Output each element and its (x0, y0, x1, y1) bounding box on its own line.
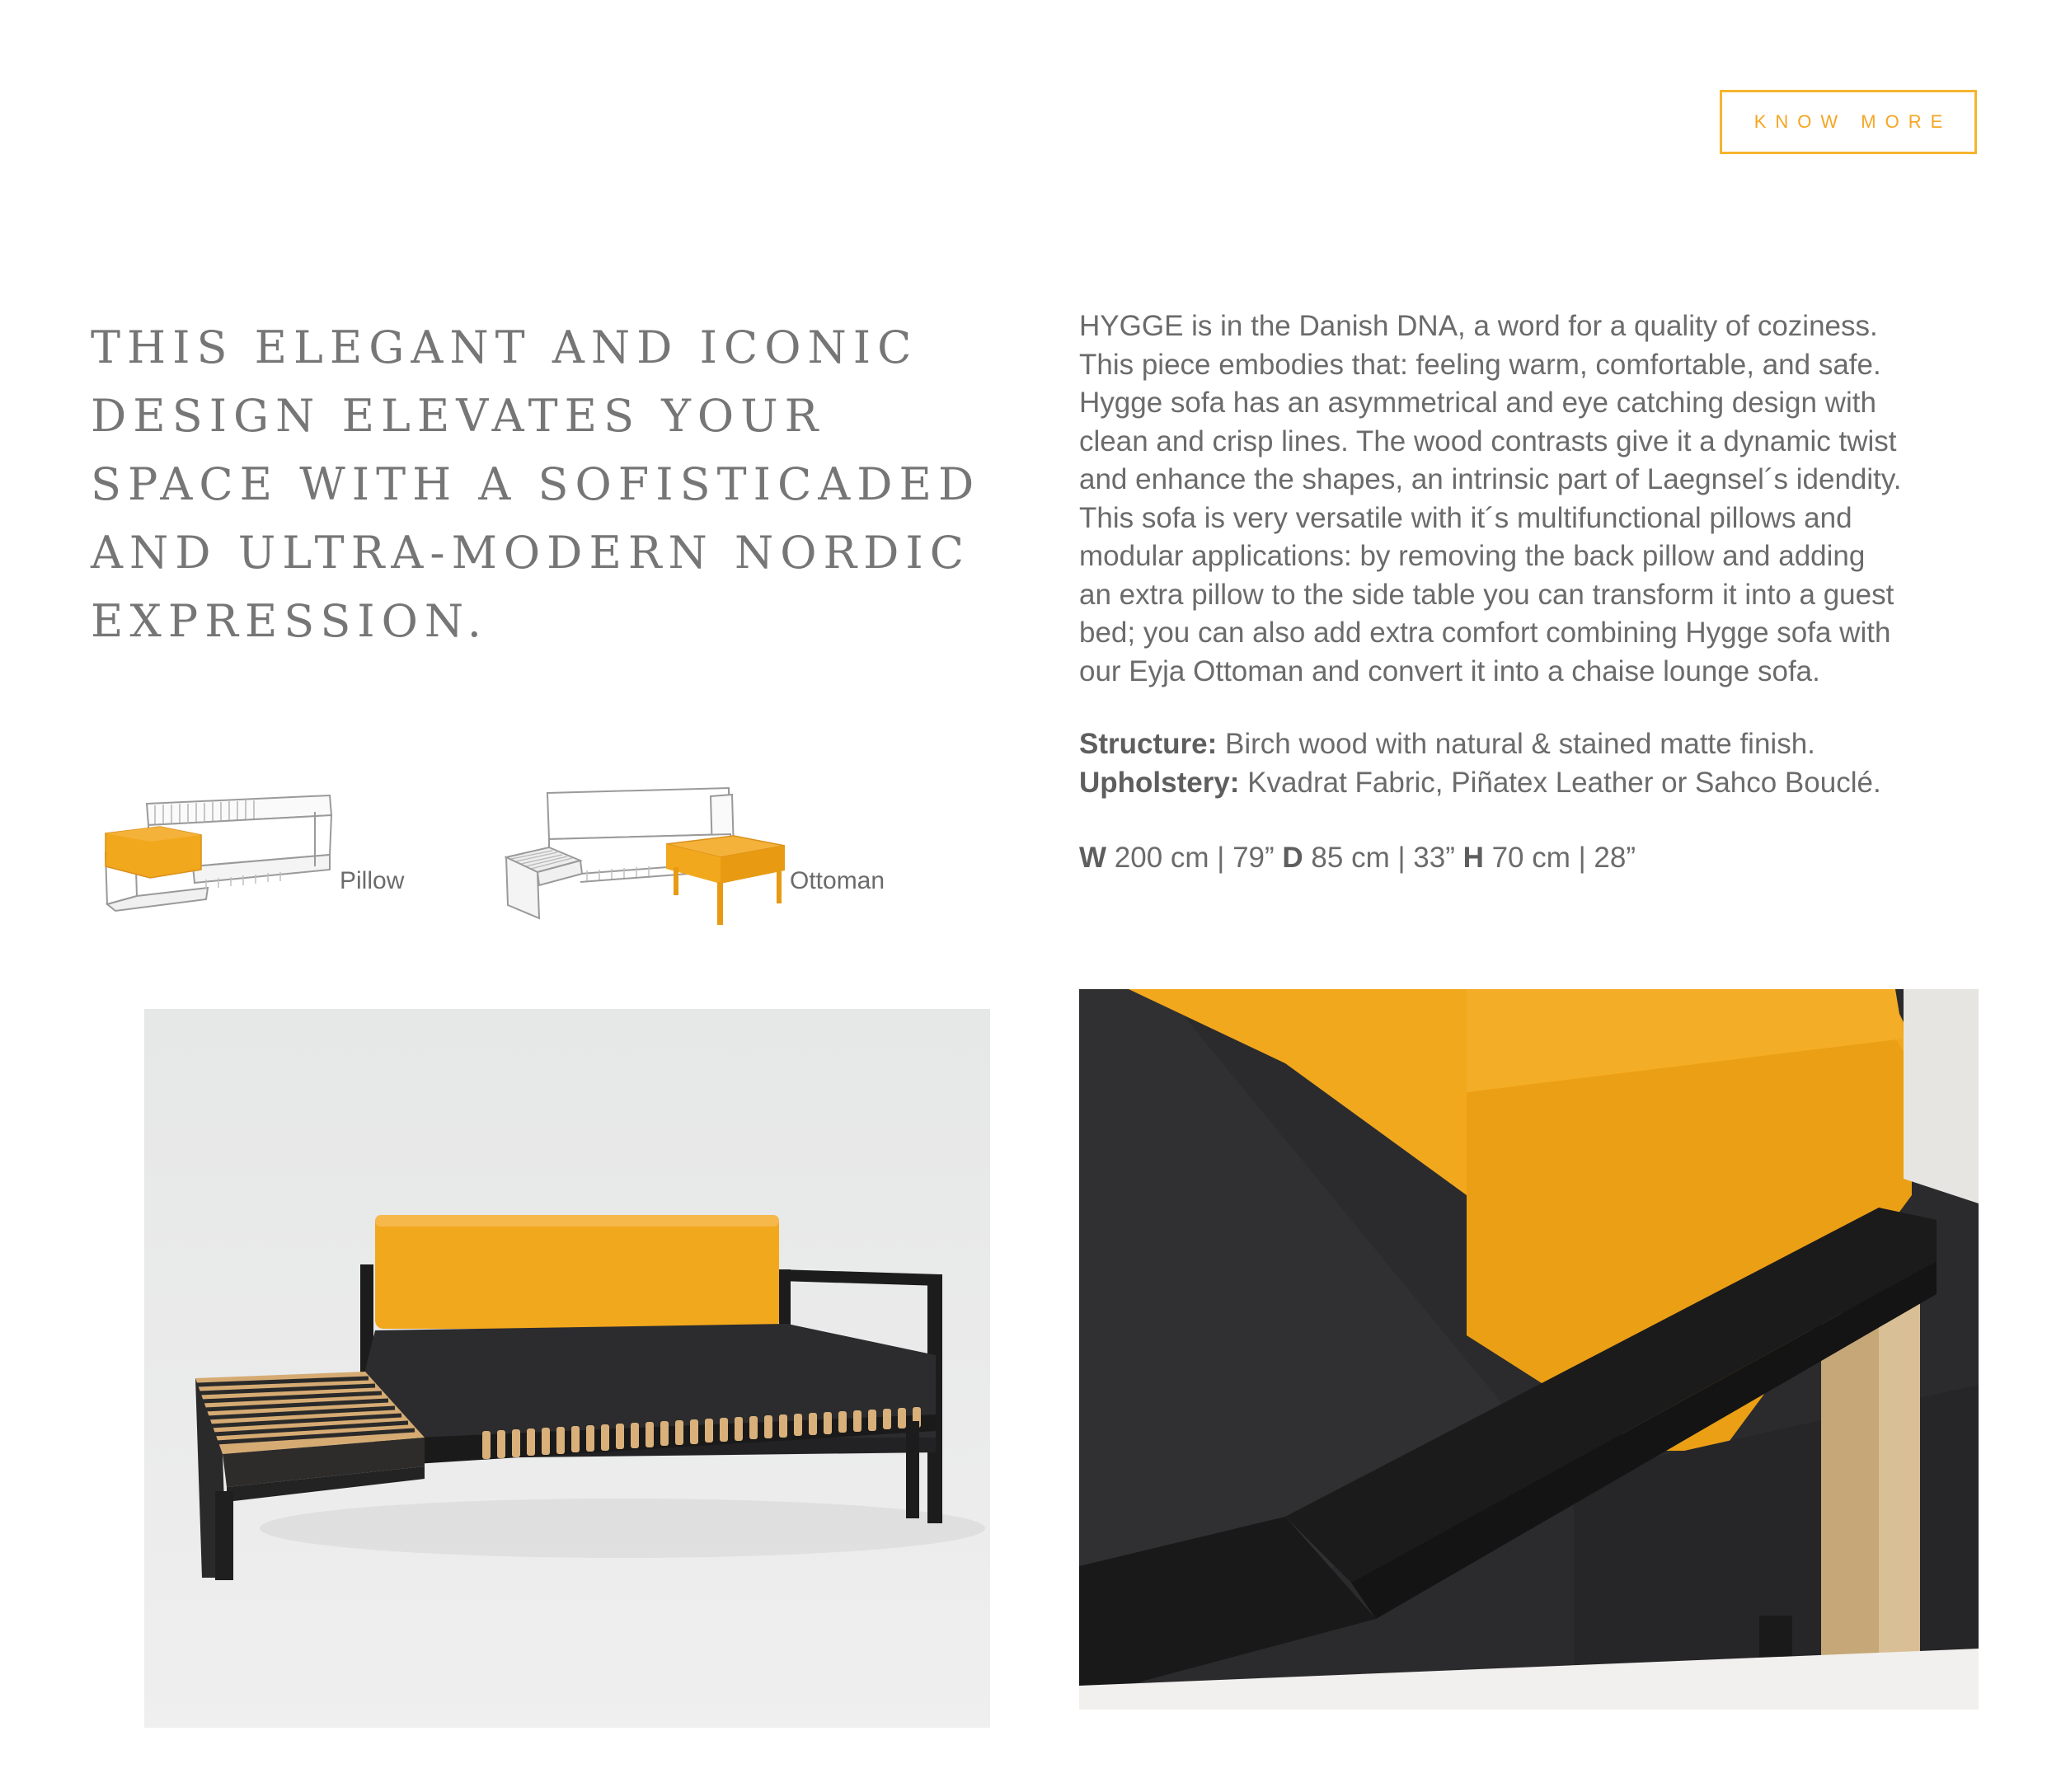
ottoman-configuration-icon (505, 785, 801, 937)
headline-line: THIS ELEGANT AND ICONIC (91, 321, 918, 373)
description-line: This piece embodies that: feeling warm, comfortable, and safe. (1079, 348, 1881, 381)
description-line: This sofa is very versatile with it´s multifunctional pillows and (1079, 501, 1852, 534)
know-more-button[interactable]: KNOW MORE (1720, 90, 1977, 154)
pillow-label: Pillow (340, 867, 405, 894)
description-line: bed; you can also add extra comfort combining Hygge sofa with (1079, 617, 1891, 649)
product-headline (91, 313, 1022, 655)
structure-value: Birch wood with natural & stained matte finish. (1217, 728, 1815, 760)
headline-line: DESIGN ELEVATES YOUR (91, 390, 825, 442)
headline-line: AND ULTRA-MODERN NORDIC (91, 527, 971, 579)
structure-spec (1079, 725, 1978, 764)
sofa-detail-photo (1079, 989, 1979, 1710)
description-line: HYGGE is in the Danish DNA, a word for a quality of coziness. (1079, 310, 1878, 342)
depth-value: 85 cm | 33” (1303, 842, 1463, 874)
description-line: clean and crisp lines. The wood contrasts give it a dynamic twist (1079, 425, 1897, 457)
upholstery-spec (1079, 764, 1978, 803)
product-description (1079, 307, 1978, 691)
sofa-product-photo (144, 1009, 990, 1728)
upholstery-value: Kvadrat Fabric, Piñatex Leather or Sahco Bouclé. (1239, 766, 1881, 799)
material-specs (1079, 725, 1978, 802)
height-label: H (1462, 842, 1484, 874)
description-line: Hygge sofa has an asymmetrical and eye catching design with (1079, 387, 1876, 419)
depth-label: D (1282, 842, 1303, 874)
headline-line: SPACE WITH A SOFISTICADED (91, 458, 981, 510)
ottoman-label: Ottoman (790, 867, 885, 894)
headline-line: EXPRESSION. (91, 595, 488, 647)
dimensions (1079, 839, 1636, 877)
description-line: an extra pillow to the side table you can transform it into a guest (1079, 578, 1894, 611)
structure-label: Structure: (1079, 728, 1218, 760)
description-line: modular applications: by removing the back pillow and adding (1079, 540, 1866, 572)
description-line: our Eyja Ottoman and convert it into a chaise lounge sofa. (1079, 654, 1820, 687)
upholstery-label: Upholstery: (1079, 766, 1240, 799)
height-value: 70 cm | 28” (1483, 842, 1636, 874)
width-label: W (1079, 842, 1107, 874)
pillow-configuration-icon (99, 787, 346, 936)
width-value: 200 cm | 79” (1106, 842, 1283, 874)
description-line: and enhance the shapes, an intrinsic part of Laegnsel´s idendity. (1079, 463, 1902, 495)
